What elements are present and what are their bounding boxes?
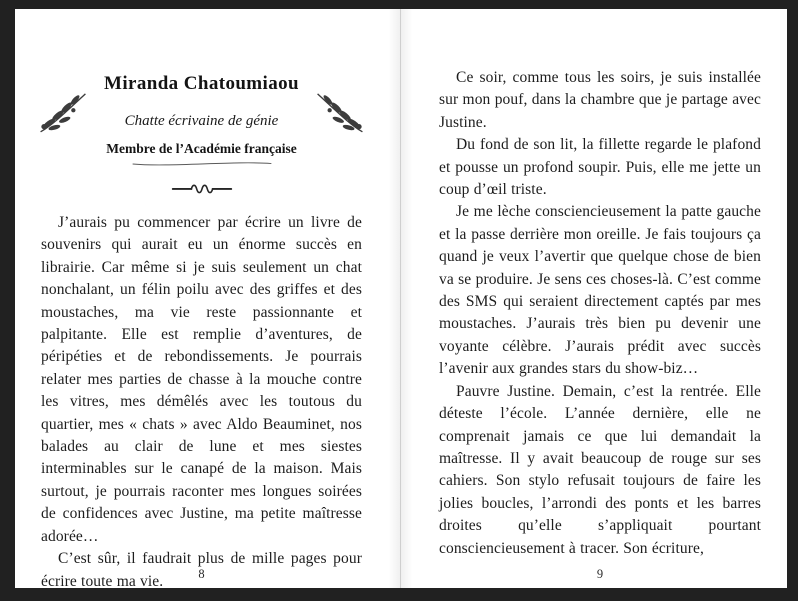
body-paragraph: Je me lèche consciencieusement la patte gauche et la passe derrière mon oreille. Je fais toujours ça quand je veux l’avertir que quelque chose de bien va se produire. Je sens ces choses-là. C’est comme des SMS qui seraient directement captés par mes moustaches. J’aurais très bien pu devenir une voyante célèbre. J’aurais prédit avec succès l’avenir aux grandes stars du show-biz… — [439, 203, 761, 378]
page-number-right: 9 — [596, 567, 604, 581]
body-text-left — [41, 212, 362, 593]
flourish-underline-icon — [127, 160, 277, 168]
section-divider-icon — [171, 182, 233, 195]
body-paragraph: Pauvre Justine. Demain, c’est la rentrée. Elle déteste l’école. L’année dernière, elle ne comprenait jamais ce que lui demandait la maîtresse. Il y avait beaucoup de rouge sur ses cahiers. Son stylo refusait toujours de faire les jolies boucles, l’arrondi des ponts et les barres droites qu’elle s’appliquait pourtant consciencieusement à tracer. Son écriture, — [439, 382, 761, 557]
laurel-branch-icon — [312, 87, 368, 137]
body-paragraph: Du fond de son lit, la fillette regarde le plafond et pousse un profond soupir. Puis, elle me jette un coup d’œil triste. — [439, 136, 761, 199]
page-left — [15, 9, 401, 588]
body-paragraph: J’aurais pu commencer par écrire un livre de souvenirs qui aurait eu un énorme succès en librairie. Car même si je suis seulement un chat nonchalant, un félin poilu avec des griffes et des moustaches, ma vie reste passionnante et palpitante. Elle est remplie d’aventures, de péripéties et de rebondissements. Je pourrais relater mes parties de chasse à la mouche contre les vitres, mes démêlés avec les toutous du quartier, mes « chats » avec Aldo Beauminet, nos balades au clair de lune et mes siestes interminables sur le canapé de la maison. Mais surtout, je pourrais raconter mes longues soirées de confidences avec Justine, ma petite maîtresse adorée… — [41, 214, 362, 545]
body-paragraph: C’est sûr, il faudrait plus de mille pages pour écrire toute ma vie. — [41, 550, 362, 590]
chapter-membership: Membre de l’Académie française — [106, 141, 297, 156]
page-number-left: 8 — [198, 567, 205, 581]
book-spread — [15, 9, 787, 588]
laurel-branch-icon — [35, 87, 91, 137]
chapter-subtitle: Chatte écrivaine de génie — [124, 113, 279, 129]
page-right — [401, 9, 787, 588]
chapter-title: Miranda Chatoumiaou — [104, 73, 299, 94]
body-text-right — [439, 9, 761, 560]
chapter-header — [41, 71, 362, 195]
body-paragraph: Ce soir, comme tous les soirs, je suis installée sur mon pouf, dans la chambre que je partage avec Justine. — [439, 69, 761, 131]
